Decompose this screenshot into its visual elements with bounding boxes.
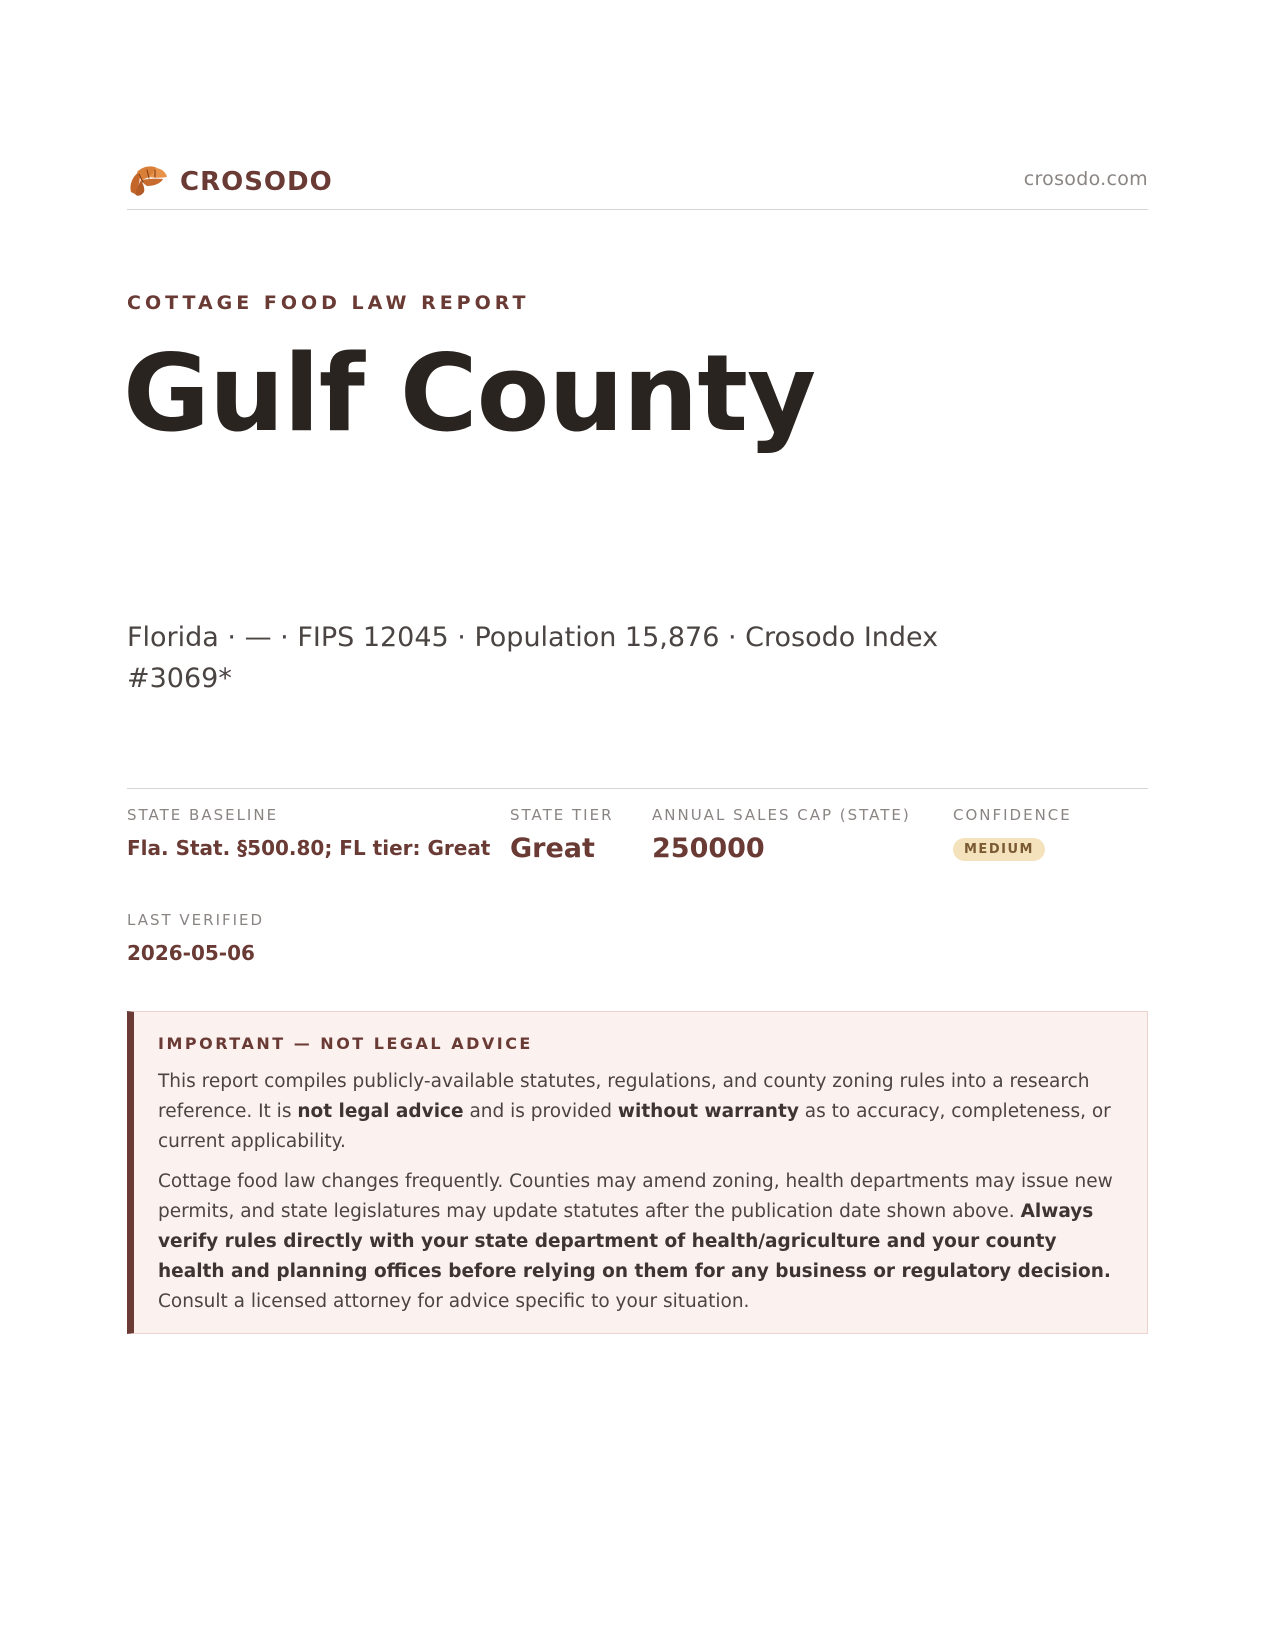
stat-value: 2026-05-06: [127, 941, 255, 965]
croissant-icon: [127, 162, 169, 202]
confidence-badge: MEDIUM: [953, 838, 1045, 861]
brand-name: CROSODO: [180, 167, 333, 197]
stat-confidence: [953, 806, 1072, 861]
stat-label: STATE TIER: [510, 806, 614, 824]
disclaimer-emphasis: not legal advice: [297, 1101, 464, 1122]
disclaimer-paragraph: [158, 1067, 1123, 1157]
stat-label: CONFIDENCE: [953, 806, 1072, 824]
disclaimer-text: This report compiles publicly-available statutes, regulations, and county zoning rules into a research reference. It is: [158, 1071, 1090, 1122]
section-divider: [127, 788, 1148, 789]
legal-disclaimer: [127, 1011, 1148, 1334]
disclaimer-text: and is provided: [463, 1101, 618, 1122]
stat-label: LAST VERIFIED: [127, 911, 265, 929]
page-header: [127, 158, 1148, 210]
report-kicker: COTTAGE FOOD LAW REPORT: [127, 292, 530, 314]
stat-state-baseline: [127, 806, 490, 860]
disclaimer-paragraph: [158, 1167, 1123, 1317]
stat-value: 250000: [652, 833, 765, 864]
disclaimer-emphasis: without warranty: [617, 1101, 799, 1122]
county-summary: Florida · — · FIPS 12045 · Population 15,876 · Crosodo Index #3069*: [127, 622, 939, 694]
disclaimer-text: as to accuracy, completeness, or current applicability.: [158, 1101, 1111, 1152]
stat-value: Great: [510, 833, 595, 864]
stat-label: ANNUAL SALES CAP (STATE): [652, 806, 911, 824]
brand: [127, 162, 333, 202]
disclaimer-text: Consult a licensed attorney for advice specific to your situation.: [158, 1291, 750, 1312]
disclaimer-title: IMPORTANT — NOT LEGAL ADVICE: [158, 1034, 533, 1053]
page-title: Gulf County: [123, 332, 816, 455]
stat-label: STATE BASELINE: [127, 806, 279, 824]
disclaimer-text: Cottage food law changes frequently. Counties may amend zoning, health departments may issue new permits, and state legislatures may update statutes after the publication date shown above.: [158, 1171, 1113, 1222]
stat-last-verified: [127, 911, 264, 965]
stat-state-tier: [510, 806, 614, 864]
report-page: [123, 0, 1148, 1650]
site-url[interactable]: crosodo.com: [1023, 168, 1148, 190]
disclaimer-emphasis: Always verify rules directly with your state department of health/agriculture and your county health and planning offices before relying on them for any business or regulatory decision.: [158, 1201, 1111, 1282]
stat-value: Fla. Stat. §500.80; FL tier: Great: [127, 836, 491, 860]
stat-annual-sales-cap: [652, 806, 911, 864]
